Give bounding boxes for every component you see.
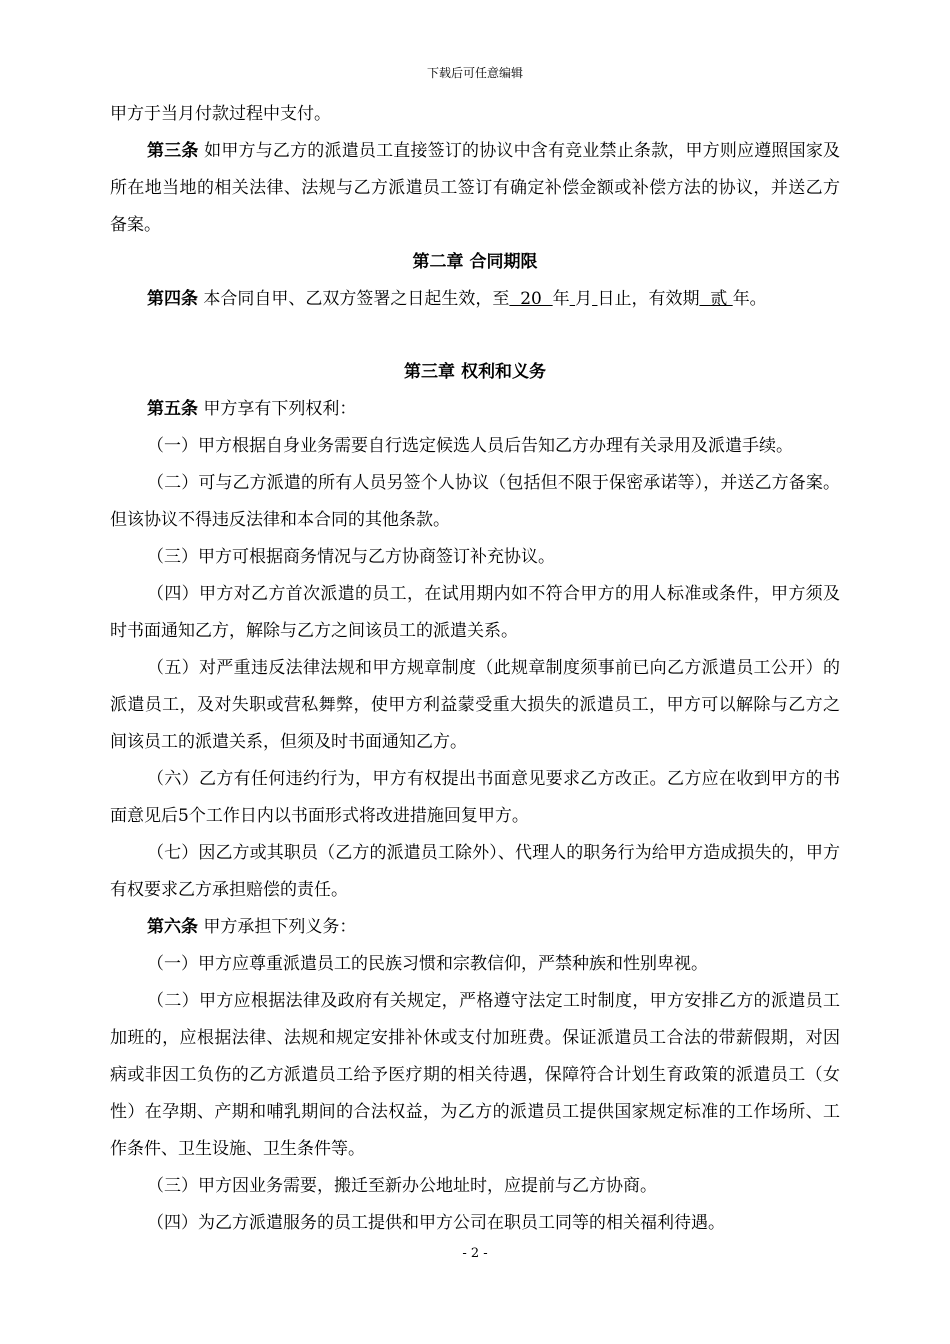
article-5-item: （七）因乙方或其职员（乙方的派遣员工除外）、代理人的职务行为给甲方造成损失的，甲方有权要求乙方承担赔偿的责任。 — [110, 843, 840, 900]
article-5-item: （二）可与乙方派遣的所有人员另签个人协议（包括但不限于保密承诺等），并送乙方备案。但该协议不得违反法律和本合同的其他条款。 — [110, 473, 840, 530]
page-number: - 2 - — [462, 1246, 488, 1261]
article-4-text-c: 月 — [575, 289, 593, 309]
year-blank: 20 — [509, 289, 553, 309]
article-5-item: （一）甲方根据自身业务需要自行选定候选人员后告知乙方办理有关录用及派遣手续。 — [147, 436, 793, 456]
article-4-text-a: 本合同自甲、乙双方签署之日起生效，至 — [198, 289, 510, 309]
chapter-2-title: 第二章 合同期限 — [412, 252, 538, 272]
article-4-text-e: 年。 — [732, 289, 767, 309]
article-6-item: （四）为乙方派遣服务的员工提供和甲方公司在职员工同等的相关福利待遇。 — [147, 1213, 725, 1233]
article-4-text-b: 年 — [552, 289, 570, 309]
document-body — [110, 96, 840, 1242]
article-5 — [110, 391, 840, 428]
article-3-text: 如甲方与乙方的派遣员工直接签订的协议中含有竞业禁止条款，甲方则应遵照国家及所在地当地的相关法律、法规与乙方派遣员工签订有确定补偿金额或补偿方法的协议，并送乙方备案。 — [110, 141, 841, 235]
article-6-item: （二）甲方应根据法律及政府有关规定，严格遵守法定工时制度，甲方安排乙方的派遣员工加班的，应根据法律、法规和规定安排补休或支付加班费。保证派遣员工合法的带薪假期，对因病或非因工负伤的乙方派遣员工给予医疗期的相关待遇，保障符合计划生育政策的派遣员工（女性）在孕期、产期和哺乳期间的合法权益，为乙方的派遣员工提供国家规定标准的工作场所、工作条件、卫生设施、卫生条件等。 — [110, 991, 840, 1159]
paragraph-payment: 甲方于当月付款过程中支付。 — [110, 104, 331, 124]
article-6-item: （三）甲方因业务需要，搬迁至新办公地址时，应提前与乙方协商。 — [147, 1176, 657, 1196]
article-5-item: （四）甲方对乙方首次派遣的员工，在试用期内如不符合甲方的用人标准或条件，甲方须及时书面通知乙方，解除与乙方之间该员工的派遣关系。 — [110, 584, 840, 641]
term-blank: 贰 — [699, 289, 733, 309]
article-6-item: （一）甲方应尊重派遣员工的民族习惯和宗教信仰，严禁种族和性别卑视。 — [147, 954, 708, 974]
article-6-text: 甲方承担下列义务： — [198, 917, 357, 937]
article-3-label: 第三条 — [147, 141, 199, 161]
article-5-item: （三）甲方可根据商务情况与乙方协商签订补充协议。 — [147, 547, 555, 567]
article-5-item: （六）乙方有任何违约行为，甲方有权提出书面意见要求乙方改正。乙方应在收到甲方的书面意见后5个工作日内以书面形式将改进措施回复甲方。 — [110, 769, 840, 826]
article-6-label: 第六条 — [147, 917, 198, 937]
article-3 — [110, 133, 840, 244]
article-4-label: 第四条 — [147, 289, 198, 309]
article-5-text: 甲方享有下列权利： — [198, 399, 357, 419]
spacer — [110, 318, 840, 354]
article-5-item: （五）对严重违反法律法规和甲方规章制度（此规章制度须事前已向乙方派遣员工公开）的派遣员工，及对失职或营私舞弊，使甲方利益蒙受重大损失的派遣员工，甲方可以解除与乙方之间该员工的派遣关系，但须及时书面通知乙方。 — [110, 658, 840, 752]
chapter-3-title: 第三章 权利和义务 — [404, 362, 546, 382]
article-6 — [110, 909, 840, 946]
article-4 — [110, 281, 840, 318]
article-5-label: 第五条 — [147, 399, 198, 419]
page-header: 下载后可任意编辑 — [426, 66, 523, 80]
article-4-text-d: 日止，有效期 — [597, 289, 700, 309]
